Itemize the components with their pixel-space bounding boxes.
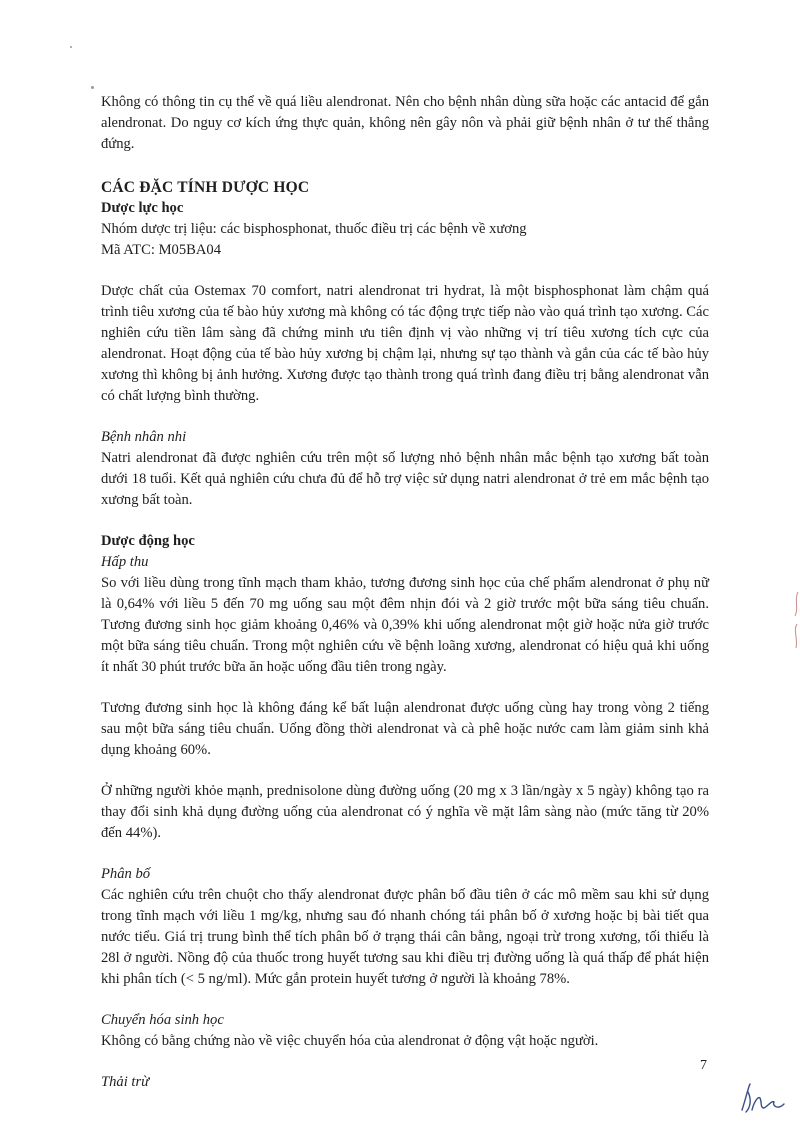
metabolism-heading: Chuyển hóa sinh học [101, 1012, 224, 1028]
absorption-paragraph-1: So với liều dùng trong tĩnh mạch tham khảo, tương đương sinh học của chế phẩm alendronat ở phụ nữ là 0,64% với liều 5 đến 70 mg uống sau một đêm nhịn đói và 2 giờ trước một bữa sáng tiêu chuẩn. Tương đương sinh học giảm khoảng 0,46% và 0,39% khi uống alendronat một giờ hoặc nửa giờ trước một bữa sáng tiêu chuẩn. Trong một nghiên cứu về bệnh loãng xương, alendronat có hiệu quả khi uống ít nhất 30 phút trước bữa ăn hoặc uống đầu tiên trong ngày. [101, 575, 709, 675]
section-title: CÁC ĐẶC TÍNH DƯỢC HỌC [101, 179, 310, 196]
scan-speck [91, 86, 94, 89]
absorption-paragraph-2: Tương đương sinh học là không đáng kể bất luận alendronat được uống cùng hay trong vòng 2 tiếng sau một bữa sáng tiêu chuẩn. Uống đồng thời alendronat và cà phê hoặc nước cam làm giảm sinh khả dụng khoảng 60%. [101, 700, 709, 758]
page-number: 7 [700, 1058, 707, 1073]
elimination-heading: Thải trừ [101, 1074, 150, 1090]
absorption-paragraph-3: Ở những người khỏe mạnh, prednisolone dùng đường uống (20 mg x 3 lần/ngày x 5 ngày) không tạo ra thay đổi sinh khả dụng đường uống của alendronat có ý nghĩa về mặt lâm sàng nào (mức tăng từ 20% đến 44%). [101, 783, 709, 841]
content-column [101, 92, 709, 1093]
scan-speck [70, 46, 72, 48]
pediatric-body: Natri alendronat đã được nghiên cứu trên một số lượng nhỏ bệnh nhân mắc bệnh tạo xương bất toàn dưới 18 tuổi. Kết quả nghiên cứu chưa đủ để hỗ trợ việc sử dụng natri alendronat ở trẻ em mắc bệnh tạo xương bất toàn. [101, 450, 709, 508]
distribution-heading: Phân bố [101, 866, 151, 882]
therapeutic-group: Nhóm dược trị liệu: các bisphosphonat, thuốc điều trị các bệnh về xương [101, 221, 527, 237]
atc-code: Mã ATC: M05BA04 [101, 242, 222, 258]
pharmacodynamics-heading: Dược lực học [101, 200, 184, 216]
pediatric-heading: Bệnh nhân nhi [101, 429, 187, 445]
margin-mark [790, 590, 800, 650]
overdose-paragraph: Không có thông tin cụ thể về quá liều alendronat. Nên cho bệnh nhân dùng sữa hoặc các antacid để gắn alendronat. Do nguy cơ kích ứng thực quản, không nên gây nôn và phải giữ bệnh nhân ở tư thế thẳng đứng. [101, 94, 709, 152]
pharmacodynamics-body: Dược chất của Ostemax 70 comfort, natri alendronat tri hydrat, là một bisphosphonat làm chậm quá trình tiêu xương của tế bào hủy xương mà không có tác động trực tiếp nào vào quá trình tạo xương. Các nghiên cứu tiền lâm sàng đã chứng minh ưu tiên định vị vào những vị trí tiêu xương tích cực của alendronat. Hoạt động của tế bào hủy xương bị chậm lại, nhưng sự tạo thành và gắn của các tế bào hủy xương thì không bị ảnh hưởng. Xương được tạo thành trong quá trình đang điều trị bằng alendronat vẫn có chất lượng bình thường. [101, 283, 709, 404]
absorption-heading: Hấp thu [101, 554, 149, 570]
pharmacokinetics-heading: Dược động học [101, 533, 195, 549]
handwritten-initials [738, 1080, 788, 1116]
distribution-body: Các nghiên cứu trên chuột cho thấy alendronat được phân bố đầu tiên ở các mô mềm sau khi sử dụng trong tĩnh mạch với liều 1 mg/kg, nhưng sau đó nhanh chóng tái phân bố ở xương hoặc bị bài tiết qua nước tiểu. Giá trị trung bình thể tích phân bố ở trạng thái cân bằng, ngoại trừ trong xương, tối thiểu là 28l ở người. Nồng độ của thuốc trong huyết tương sau khi điều trị đường uống là quá thấp để phát hiện khi phân tích (< 5 ng/ml). Mức gắn protein huyết tương ở người là khoảng 78%. [101, 887, 709, 987]
metabolism-body: Không có bằng chứng nào về việc chuyển hóa của alendronat ở động vật hoặc người. [101, 1033, 599, 1049]
